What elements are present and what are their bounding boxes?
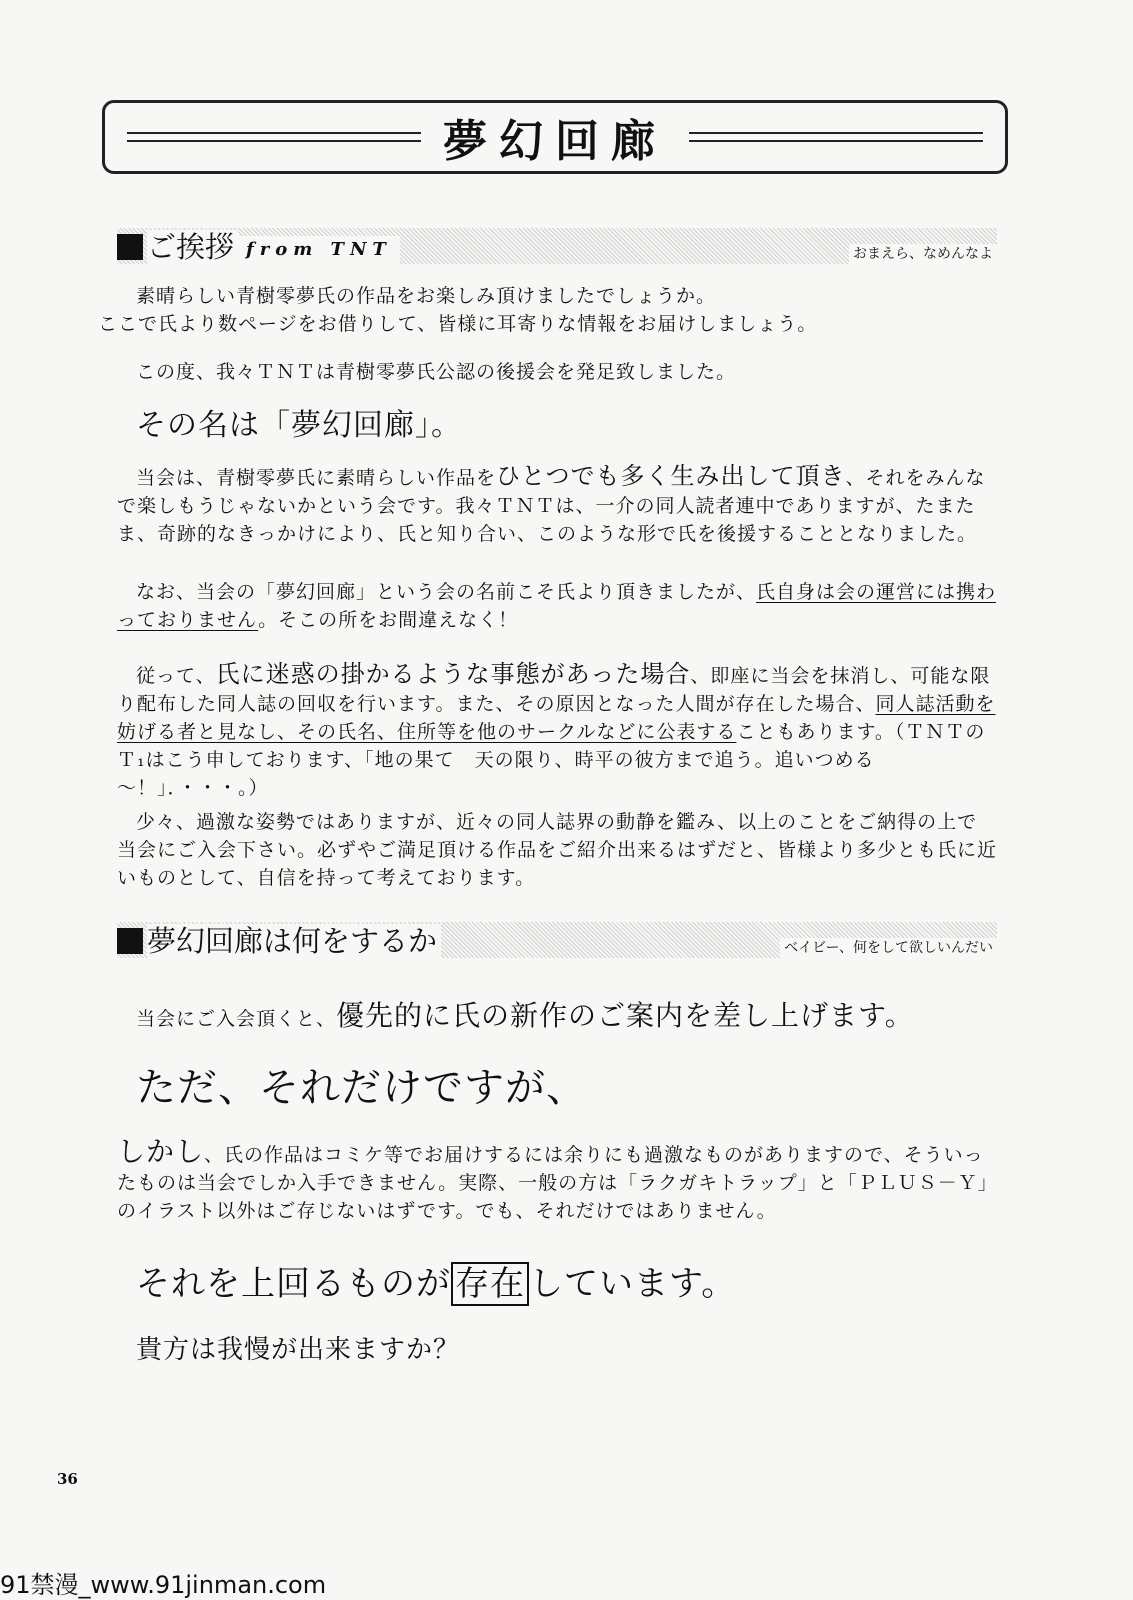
section-tagline: ベイビー、何をして欲しいんだい bbox=[780, 938, 997, 958]
paragraph-emphasis: ただ、それだけですが、 bbox=[136, 1065, 587, 1111]
paragraph: 当会は、青樹零夢氏に素晴らしい作品をひとつでも多く生み出して頂き、それをみんなで楽しもうじゃないかという会です。我々ＴＮＴは、一介の同人読者連中でありますが、たまたま、奇跡的なきっかけにより、氏と知り合い、このような形で氏を後援することとなりました。 bbox=[117, 462, 986, 545]
square-bullet-icon bbox=[117, 928, 143, 954]
paragraph: 従って、氏に迷惑の掛かるような事態があった場合、即座に当会を抹消し、可能な限り配布した同人誌の回収を行います。また、その原因となった人間が存在した場合、同人誌活動を妨げる者と見なし、その氏名、住所等を他のサークルなどに公表することもあります。（ＴＮＴのＴ₁はこう申しております、「地の果て 天の限り、時平の彼方まで追う。追いつめる～！」．・・・。） bbox=[117, 660, 996, 799]
section-from: from TNT bbox=[238, 236, 400, 264]
paragraph: しかし、氏の作品はコミケ等でお届けするには余りにも過激なものがありますので、そういったものは当会でしか入手できません。実際、一般の方は「ラクガキトラップ」と「ＰＬＵＳ－Ｙ」のイラスト以外はご存じないはずです。でも、それだけではありません。 bbox=[117, 1135, 989, 1222]
section-tagline: おまえら、なめんなよ bbox=[849, 244, 997, 264]
paragraph-emphasis: それを上回るものが 存在 しています。 bbox=[136, 1264, 737, 1304]
paragraph: 素晴らしい青樹零夢氏の作品をお楽しみ頂けましたでしょうか。 ここで氏より数ページをお借りして、皆様に耳寄りな情報をお届けしましょう。 bbox=[98, 285, 818, 335]
section-header-what bbox=[117, 922, 997, 958]
square-bullet-icon bbox=[117, 234, 143, 260]
paragraph: この度、我々ＴＮＴは青樹零夢氏公認の後援会を発足致しました。 bbox=[136, 361, 737, 383]
title-rule-left bbox=[127, 132, 421, 142]
section-heading: ご挨拶 bbox=[147, 230, 238, 264]
section-header-greeting bbox=[117, 228, 997, 264]
paragraph: なお、当会の「夢幻回廊」という会の名前こそ氏より頂きましたが、氏自身は会の運営には携わっておりません。そこの所をお間違えなく！ bbox=[117, 581, 997, 631]
paragraph-emphasis: その名は「夢幻回廊」。 bbox=[136, 408, 462, 443]
title-rule-right bbox=[689, 132, 983, 142]
page-number: 36 bbox=[57, 1470, 78, 1488]
page-title: 夢幻回廊 bbox=[443, 116, 667, 167]
paragraph-emphasis: 貴方は我慢が出来ますか？ bbox=[136, 1335, 461, 1365]
watermark: 91禁漫_www.91jinman.com bbox=[0, 1571, 327, 1599]
paragraph: 少々、過激な姿勢ではありますが、近々の同人誌界の動静を鑑み、以上のことをご納得の上で当会にご入会下さい。必ずやご満足頂ける作品をご紹介出来るはずだと、皆様より多少とも氏に近いものとして、自信を持って考えております。 bbox=[117, 811, 998, 889]
section-heading: 夢幻回廊は何をするか bbox=[147, 924, 441, 958]
paragraph: 当会にご入会頂くと、優先的に氏の新作のご案内を差し上げます。 bbox=[136, 999, 914, 1032]
title-box bbox=[102, 100, 1008, 174]
